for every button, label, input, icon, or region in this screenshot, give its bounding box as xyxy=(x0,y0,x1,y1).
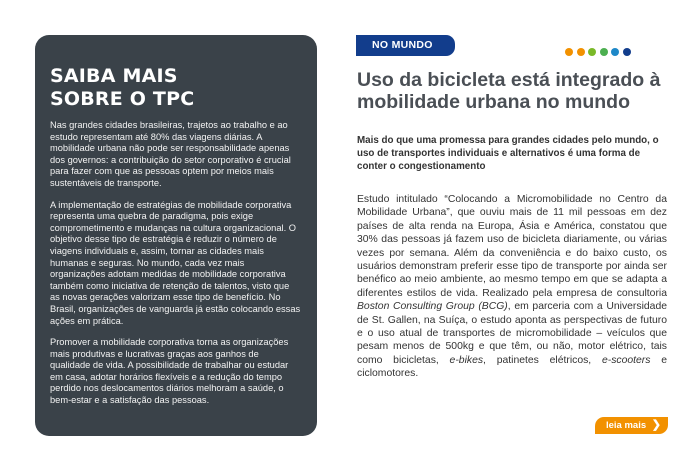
article-body xyxy=(357,193,667,381)
body-part-3: , patinetes elétricos, xyxy=(483,354,602,366)
dot-1 xyxy=(565,48,573,56)
sidebar-paragraph-2: A implementação de estratégias de mobilidade corporativa representa uma quebra de paradigma, pois exige comprometimento e mudanças na cultura organizacional. O objetivo desse tipo de estratégia é reduzir o número de viagens individuais e, assim, tornar as cidades mais humanas e seguras. No mundo, cada vez mais organizações adotam medidas de mobilidade corporativa também como iniciativa de retenção de talentos, visto que as novas gerações valorizam esse tipo de benefício. No Brasil, organizações de vanguarda já estão colocando essas ações em prática. xyxy=(50,199,301,326)
body-part-2: , em parceria com a Universidade de St. Gallen, na Suíça, o estudo aponta as perspectivas de futuro e o uso atual de transportes de micromobilidade – veículos que pesam menos de 500kg e que têm, ou não, motor elétrico, tais como bicicletas, xyxy=(357,301,667,366)
article-lede: Mais do que uma promessa para grandes cidades pelo mundo, o uso de transportes individuais e alternativos é uma forma de conter o congestionamento xyxy=(357,135,659,172)
sidebar-title xyxy=(50,65,301,111)
section-tag: NO MUNDO xyxy=(356,35,455,56)
dot-3 xyxy=(588,48,596,56)
sidebar-title-line1: SAIBA MAIS xyxy=(50,65,178,87)
sidebar-title-line2: SOBRE O TPC xyxy=(50,88,195,110)
chevron-right-icon: ❯ xyxy=(651,419,661,431)
read-more-button[interactable] xyxy=(595,417,668,434)
sidebar-box xyxy=(35,35,317,436)
dot-4 xyxy=(600,48,608,56)
dot-5 xyxy=(611,48,619,56)
decorative-dots xyxy=(565,43,634,61)
escooters-term: e-scooters xyxy=(601,354,651,366)
article-headline: Uso da bicicleta está integrado à mobilidade urbana no mundo xyxy=(357,69,661,113)
sidebar-paragraph-3: Promover a mobilidade corporativa torna as organizações mais produtivas e lucrativas graças aos ganhos de qualidade de vida. A possibilidade de trabalhar ou estudar em casa, adotar horários flexíveis e a redução do tempo perdido nos deslocamentos diários melhoram a saúde, o bem-estar e a satisfação das pessoas. xyxy=(50,337,289,406)
dot-2 xyxy=(577,48,585,56)
ebikes-term: e-bikes xyxy=(449,354,484,366)
read-more-label: leia mais xyxy=(606,420,647,431)
company-name: Boston Consulting Group (BCG) xyxy=(357,301,508,313)
sidebar-paragraph-1: Nas grandes cidades brasileiras, trajetos ao trabalho e ao estudo representam até 80% das viagens diárias. A mobilidade urbana não pode ser responsabilidade apenas dos governos: a contribuição do setor corporativo é crucial para fazer com que as pessoas optem por meios mais sustentáveis de transporte. xyxy=(50,120,291,188)
dot-6 xyxy=(623,48,631,56)
body-part-4: e ciclomotores. xyxy=(357,354,668,380)
body-part-1: Estudo intitulado “Colocando a Micromobilidade no Centro da Mobilidade Urbana”, que ouviu mais de 11 mil pessoas em dez países de alta renda na Europa, Ásia e América, constatou que 30% das pessoas já fazem uso de bicicleta diariamente, ou várias vezes por semana. Além da conveniência e do baixo custo, os usuários demonstram preferir esse tipo de transporte por ainda ser benéfico ao meio ambiente, ao mesmo tempo em que se adapta a diferentes estilos de vida. Realizado pela empresa de consultoria xyxy=(357,194,667,299)
